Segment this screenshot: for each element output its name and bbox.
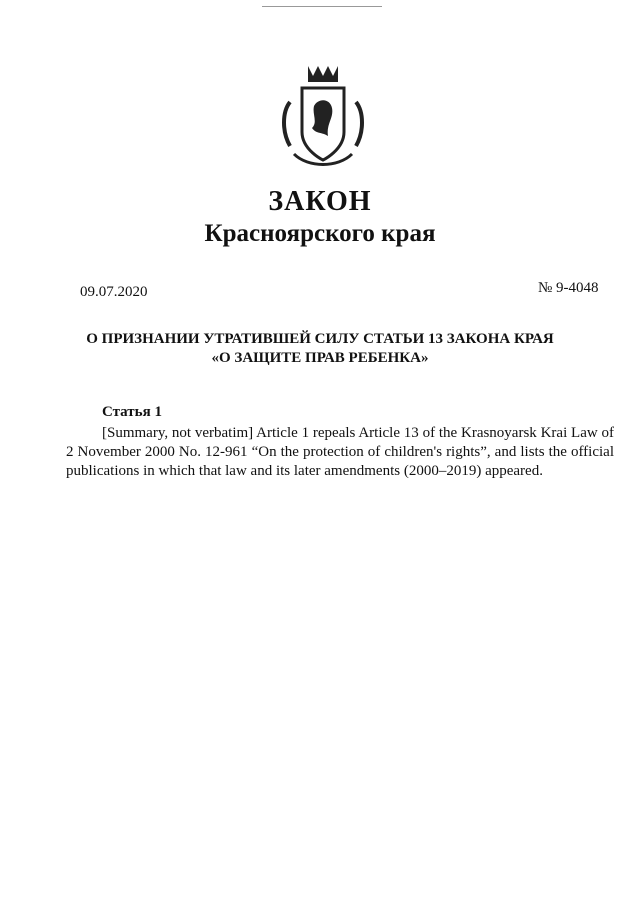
- law-number: № 9-4048: [538, 280, 599, 296]
- document-title: [60, 330, 580, 368]
- article-summary: [Summary, not verbatim] Article 1 repeals Article 13 of the Krasnoyarsk Krai Law of 2 November 2000 No. 12-961 “On the protection of children's rights”, and lists the official publications in which that law and its later amendments (2000–2019) appeared.: [66, 425, 614, 479]
- page-top-mark: [262, 0, 382, 7]
- article-heading: Статья 1: [102, 404, 162, 420]
- region-name: Красноярского края: [204, 220, 436, 247]
- law-date: 09.07.2020: [80, 284, 148, 300]
- law-heading: ЗАКОН: [268, 186, 372, 217]
- coat-of-arms-icon: [278, 62, 368, 174]
- document-title-line-1: О ПРИЗНАНИИ УТРАТИВШЕЙ СИЛУ СТАТЬИ 13 ЗАКОНА КРАЯ: [86, 331, 554, 347]
- document-title-line-2: «О ЗАЩИТЕ ПРАВ РЕБЕНКА»: [211, 350, 429, 366]
